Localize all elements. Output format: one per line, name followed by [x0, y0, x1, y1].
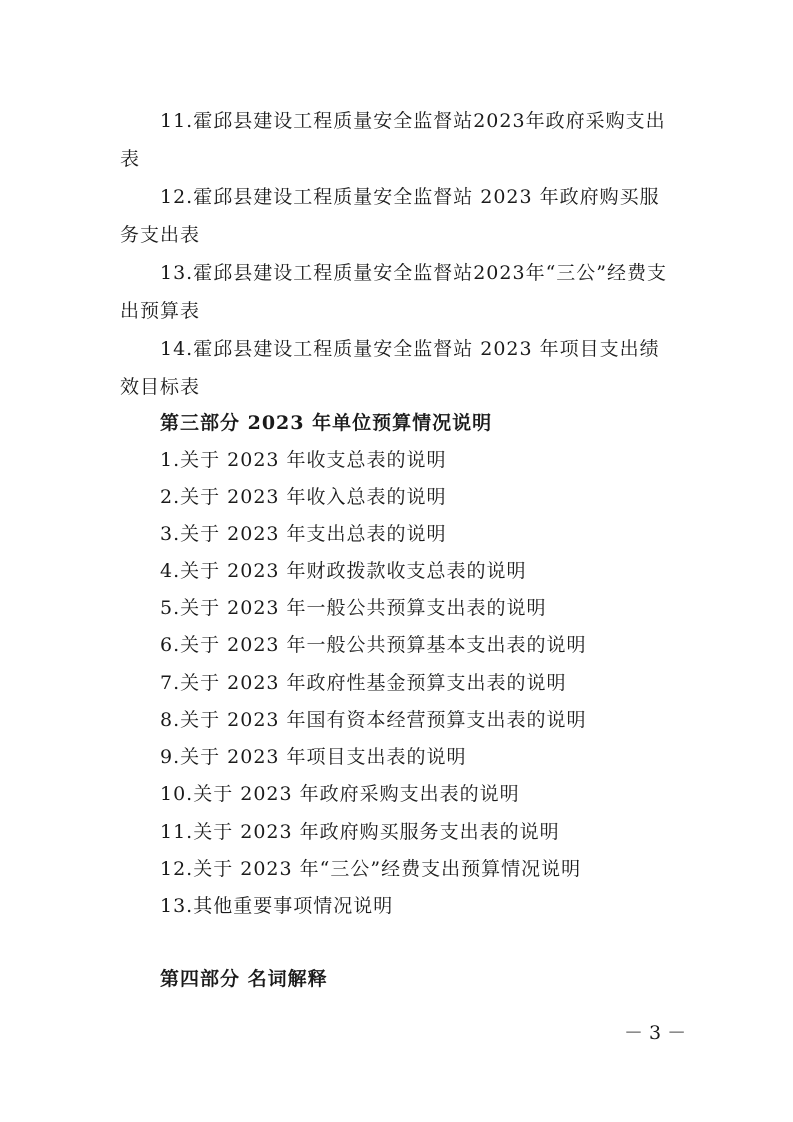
toc-item-12-line2: 务支出表	[120, 224, 201, 246]
toc-item-11-line1: 11.霍邱县建设工程质量安全监督站2023年政府采购支出	[160, 110, 666, 132]
part3-item: 4.关于 2023 年财政拨款收支总表的说明	[160, 560, 527, 582]
part3-item: 11.关于 2023 年政府购买服务支出表的说明	[160, 821, 560, 843]
part3-item: 3.关于 2023 年支出总表的说明	[160, 523, 447, 545]
part3-heading: 第三部分 2023 年单位预算情况说明	[160, 412, 493, 434]
part3-item: 10.关于 2023 年政府采购支出表的说明	[160, 783, 520, 805]
part3-item: 8.关于 2023 年国有资本经营预算支出表的说明	[160, 709, 587, 731]
part3-item: 2.关于 2023 年收入总表的说明	[160, 486, 447, 508]
toc-item-12-line1: 12.霍邱县建设工程质量安全监督站 2023 年政府购买服	[160, 186, 660, 208]
part4-heading: 第四部分 名词解释	[160, 968, 328, 990]
part3-item: 5.关于 2023 年一般公共预算支出表的说明	[160, 597, 547, 619]
part3-item: 12.关于 2023 年“三公”经费支出预算情况说明	[160, 858, 582, 880]
page-number: － 3 －	[624, 1022, 687, 1044]
toc-item-14-line1: 14.霍邱县建设工程质量安全监督站 2023 年项目支出绩	[160, 338, 660, 360]
toc-item-13-line2: 出预算表	[120, 300, 201, 322]
part3-item: 6.关于 2023 年一般公共预算基本支出表的说明	[160, 634, 587, 656]
part3-item: 13.其他重要事项情况说明	[160, 895, 394, 917]
toc-item-11-line2: 表	[120, 148, 141, 170]
part3-item: 7.关于 2023 年政府性基金预算支出表的说明	[160, 672, 567, 694]
part3-item: 1.关于 2023 年收支总表的说明	[160, 449, 447, 471]
part3-item: 9.关于 2023 年项目支出表的说明	[160, 746, 467, 768]
toc-item-13-line1: 13.霍邱县建设工程质量安全监督站2023年“三公”经费支	[160, 262, 667, 284]
toc-item-14-line2: 效目标表	[120, 376, 201, 398]
